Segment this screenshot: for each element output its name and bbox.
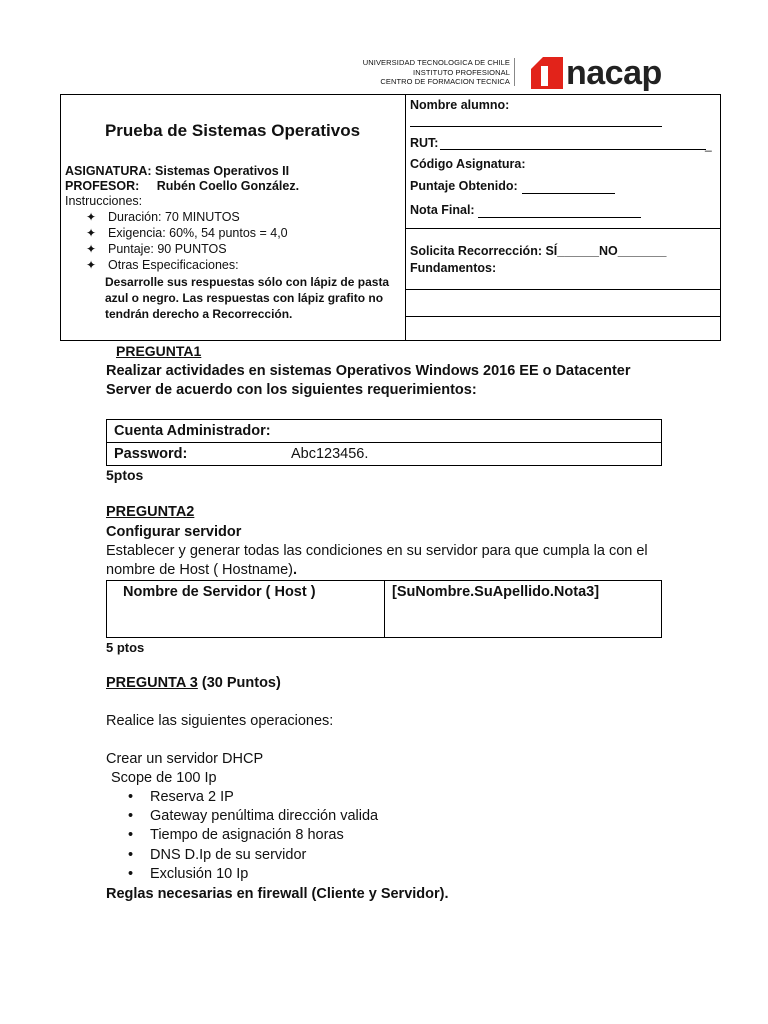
rut-label: RUT: <box>410 136 439 150</box>
recorrection-request: Solicita Recorrección: SÍ______NO_______ <box>410 244 667 258</box>
subject-code-label: Código Asignatura: <box>410 157 526 171</box>
question-3-task: Crear un servidor DHCP <box>106 751 264 767</box>
rut-tail: _ <box>705 138 712 152</box>
instruction-item: ✦ Exigencia: 60%, 54 puntos = 4,0 <box>86 226 288 240</box>
inacap-logo-word: nacap <box>566 54 662 92</box>
star-bullet-icon: ✦ <box>86 258 97 272</box>
instructions-label: Instrucciones: <box>65 194 143 208</box>
star-bullet-icon: ✦ <box>86 210 97 224</box>
institution-line: UNIVERSIDAD TECNOLOGICA DE CHILE <box>362 58 510 67</box>
bullet-dot-icon: • <box>128 789 134 805</box>
instruction-item: ✦ Puntaje: 90 PUNTOS <box>86 242 227 256</box>
inacap-logo-icon <box>531 57 563 89</box>
instructions-note: Desarrolle sus respuestas sólo con lápiz de pasta azul o negro. Las respuestas con lápiz grafito no tendrán derecho a Recorrección. <box>105 275 390 321</box>
instruction-item: ✦ Otras Especificaciones: <box>86 258 239 272</box>
logo-divider <box>514 58 515 86</box>
student-name-line[interactable] <box>410 126 662 127</box>
list-item: • Reserva 2 IP <box>128 789 234 805</box>
table-column-divider <box>384 580 385 638</box>
professor-line <box>65 179 299 194</box>
list-item: • Gateway penúltima dirección valida <box>128 808 379 824</box>
password-value: Abc123456. <box>291 446 369 462</box>
question-1-title: PREGUNTA1 <box>116 343 202 359</box>
question-3-rules: Reglas necesarias en firewall (Cliente y Servidor). <box>106 886 449 902</box>
score-line[interactable] <box>522 193 615 194</box>
institution-line: CENTRO DE FORMACION TECNICA <box>380 77 510 86</box>
bullet-dot-icon: • <box>128 847 134 863</box>
question-2-title: PREGUNTA2 <box>106 504 195 520</box>
bullet-dot-icon: • <box>128 827 134 843</box>
rut-line[interactable] <box>440 149 706 150</box>
reasons-line[interactable] <box>405 289 721 290</box>
question-2-text: nombre de Host ( Hostname). <box>106 562 297 578</box>
question-2-text: Establecer y generar todas las condiciones en su servidor para que cumpla la con el <box>106 543 648 559</box>
question-3-heading <box>106 674 281 693</box>
reasons-line[interactable] <box>405 316 721 317</box>
server-name-format: [SuNombre.SuApellido.Nota3] <box>392 584 600 600</box>
bullet-dot-icon: • <box>128 808 134 824</box>
password-label: Password: <box>114 446 188 462</box>
star-bullet-icon: ✦ <box>86 242 97 256</box>
professor-label: PROFESOR: <box>65 179 140 193</box>
star-bullet-icon: ✦ <box>86 226 97 240</box>
institution-line: INSTITUTO PROFESIONAL <box>413 67 510 77</box>
admin-account-label: Cuenta Administrador: <box>114 423 271 439</box>
list-item: • Exclusión 10 Ip <box>128 866 249 882</box>
question-1-text: Server de acuerdo con los siguientes requerimientos: <box>106 382 477 398</box>
server-name-header: Nombre de Servidor ( Host ) <box>123 584 316 600</box>
score-label: Puntaje Obtenido: <box>410 179 518 193</box>
list-item: • Tiempo de asignación 8 horas <box>128 827 344 843</box>
professor-name: Rubén Coello González. <box>156 179 300 193</box>
question-3-scope: Scope de 100 Ip <box>111 770 217 786</box>
header-column-divider <box>405 94 406 341</box>
table-row-divider <box>106 442 662 443</box>
bullet-dot-icon: • <box>128 866 134 882</box>
student-name-label: Nombre alumno: <box>410 98 510 112</box>
question-1-points: 5ptos <box>106 467 144 483</box>
grade-line[interactable] <box>478 217 641 218</box>
question-2-points: 5 ptos <box>106 640 145 655</box>
question-1-text: Realizar actividades en sistemas Operativos Windows 2016 EE o Datacenter <box>106 363 631 379</box>
list-item: • DNS D.Ip de su servidor <box>128 847 307 863</box>
exam-title: Prueba de Sistemas Operativos <box>104 121 361 140</box>
grade-label: Nota Final: <box>410 203 475 217</box>
question-2-subtitle: Configurar servidor <box>106 524 242 540</box>
question-3-intro: Realice las siguientes operaciones: <box>106 713 334 729</box>
question-3-points: (30 Puntos) <box>201 675 281 691</box>
institution-text <box>363 58 510 87</box>
header-row-divider <box>405 228 721 229</box>
reasons-label: Fundamentos: <box>410 261 497 275</box>
subject-line: ASIGNATURA: Sistemas Operativos II <box>65 164 290 178</box>
instruction-item: ✦ Duración: 70 MINUTOS <box>86 210 240 224</box>
question-3-title: PREGUNTA 3 <box>106 675 198 691</box>
